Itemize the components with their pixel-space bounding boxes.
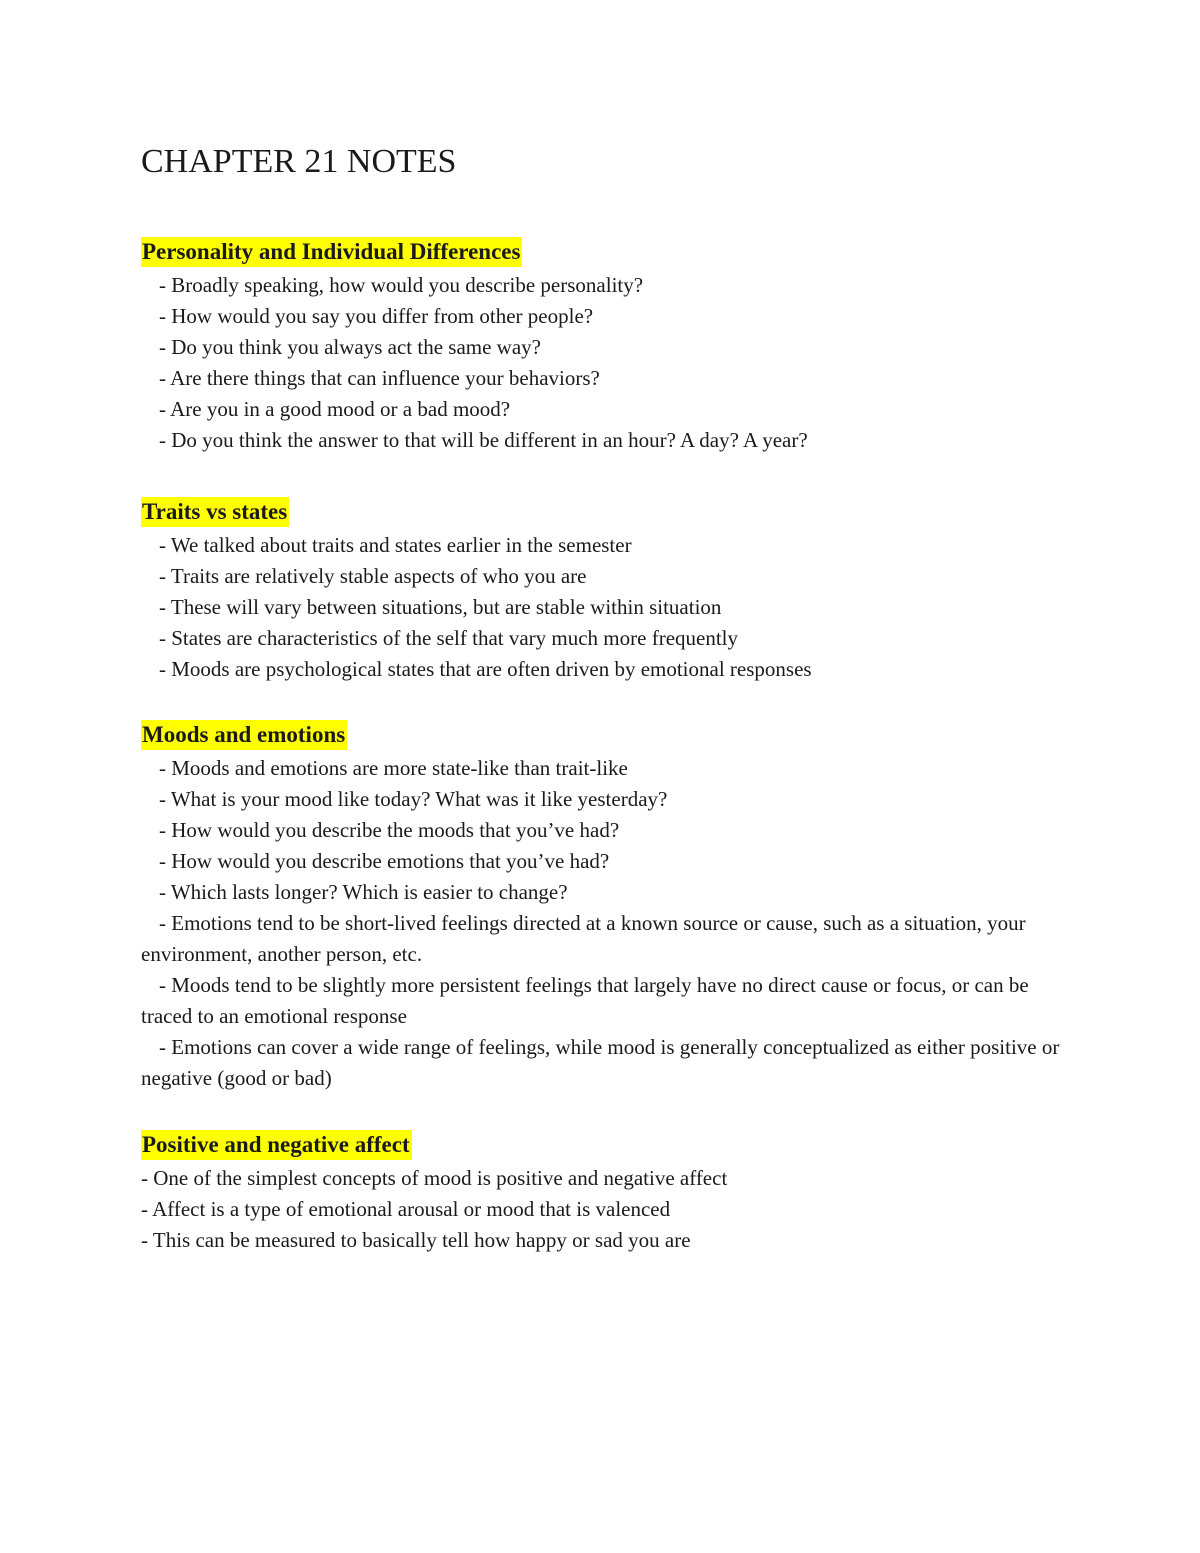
section-personality (141, 237, 1081, 456)
bullet-list (141, 753, 1081, 1094)
list-item: - We talked about traits and states earlier in the semester (159, 533, 632, 557)
list-item: - How would you describe emotions that you’ve had? (159, 849, 610, 873)
document-title: CHAPTER 21 NOTES (141, 143, 457, 180)
list-item: - How would you describe the moods that you’ve had? (159, 818, 620, 842)
section-heading: Traits vs states (141, 497, 289, 527)
list-item: - Emotions can cover a wide range of feelings, while mood is generally conceptualized as either positive or negative (good or bad) (141, 1035, 1060, 1090)
bullet-list (141, 1163, 1081, 1256)
list-item: - Are you in a good mood or a bad mood? (159, 397, 511, 421)
list-item: - Do you think you always act the same way? (159, 335, 541, 359)
section-heading: Positive and negative affect (141, 1130, 412, 1160)
list-item: - Traits are relatively stable aspects of who you are (159, 564, 587, 588)
bullet-list (141, 530, 1081, 685)
list-item: - These will vary between situations, but are stable within situation (159, 595, 722, 619)
list-item: - Are there things that can influence your behaviors? (159, 366, 600, 390)
list-item: - Moods and emotions are more state-like than trait-like (159, 756, 628, 780)
list-item: - How would you say you differ from other people? (159, 304, 594, 328)
section-traits-vs-states (141, 497, 1081, 685)
list-item: - Emotions tend to be short-lived feelings directed at a known source or cause, such as a situation, your environment, another person, etc. (141, 911, 1026, 966)
section-moods-and-emotions (141, 720, 1081, 1094)
list-item: - States are characteristics of the self that vary much more frequently (159, 626, 739, 650)
section-positive-negative-affect (141, 1130, 1081, 1256)
list-item: - This can be measured to basically tell how happy or sad you are (141, 1228, 691, 1252)
section-heading: Moods and emotions (141, 720, 347, 750)
list-item: - Broadly speaking, how would you describe personality? (159, 273, 644, 297)
list-item: - Do you think the answer to that will be different in an hour? A day? A year? (159, 428, 808, 452)
list-item: - Moods are psychological states that are often driven by emotional responses (159, 657, 812, 681)
list-item: - One of the simplest concepts of mood is positive and negative affect (141, 1166, 728, 1190)
list-item: - Affect is a type of emotional arousal or mood that is valenced (141, 1197, 671, 1221)
list-item: - What is your mood like today? What was it like yesterday? (159, 787, 668, 811)
bullet-list (141, 270, 1081, 456)
section-heading: Personality and Individual Differences (141, 237, 522, 267)
list-item: - Which lasts longer? Which is easier to change? (159, 880, 568, 904)
list-item: - Moods tend to be slightly more persistent feelings that largely have no direct cause or focus, or can be traced to an emotional response (141, 973, 1029, 1028)
